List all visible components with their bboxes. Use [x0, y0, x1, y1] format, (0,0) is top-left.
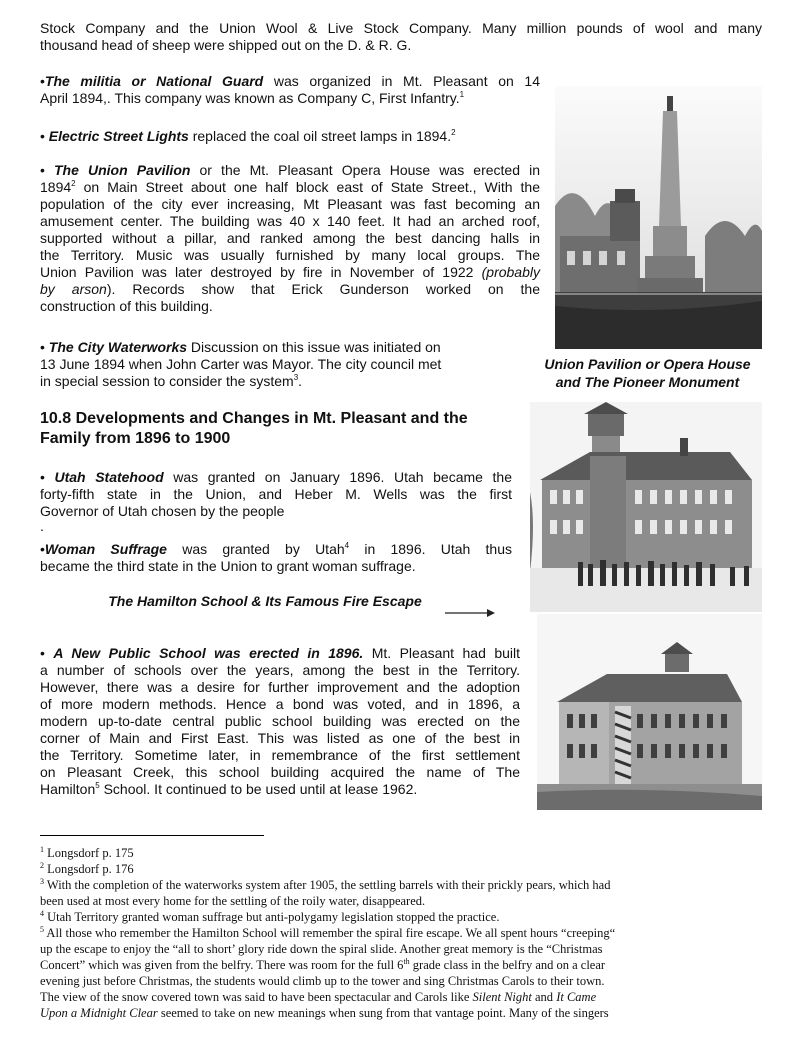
statehood-line-3: Governor of Utah chosen by the people — [40, 503, 285, 519]
footnote-ref: 3 — [293, 373, 299, 382]
footnote-ref: 1 — [459, 90, 465, 99]
pavilion-line-2: on Main Street about one half block east of State Street., With the — [75, 179, 540, 195]
bullet: • — [40, 645, 54, 661]
pavilion-paragraph — [40, 162, 540, 315]
song-title: Silent Night — [472, 990, 532, 1004]
school-photo-1 — [530, 402, 762, 612]
bullet: • — [40, 541, 45, 557]
footnote-text: With the completion of the waterworks system after 1905, the settling barrels with their prickly pears, which had — [44, 878, 611, 892]
waterworks-line-1: Discussion on this issue was initiated on — [187, 339, 441, 355]
footnote-text: and — [531, 990, 557, 1004]
school-line-3: However, there was a desire for further improvement and the adoption — [40, 679, 520, 695]
footnote-5-line-4: evening just before Christmas, the students would climb up to the tower and sing Christmas Carols to their town. — [40, 974, 605, 988]
caption-line-2: and The Pioneer Monument — [555, 374, 740, 390]
section-heading — [40, 409, 530, 449]
pavilion-line-5: supported without a pillar, and ranked among the best dancing halls in — [40, 230, 540, 246]
footnote-text: All those who remember the Hamilton School will remember the spiral fire escape. We all spent hours “creeping“ — [44, 926, 616, 940]
section-heading-line-2: Family from 1896 to 1900 — [40, 430, 231, 447]
intro-line-2: thousand head of sheep were shipped out on the D. & R. G. — [40, 37, 412, 53]
militia-line-2: April 1894,. This company was known as Company C, First Infantry. — [40, 90, 460, 106]
school-line-5: modern up-to-date central public school building was erected on the — [40, 713, 520, 729]
footnote-3-cont: been used at most every home for the settling of the roily water, disappeared. — [40, 894, 426, 908]
waterworks-line-3: in special session to consider the system — [40, 373, 294, 389]
statehood-title: Utah Statehood — [54, 469, 164, 485]
ordinal-suffix: th — [403, 957, 410, 966]
school-line-1: Mt. Pleasant had built — [363, 645, 521, 661]
militia-title: The militia or National Guard — [44, 73, 264, 89]
pavilion-line-3: population of the city ever increasing, Mt Pleasant was fast becoming an — [40, 196, 540, 212]
footnote-number: 3 — [40, 877, 44, 886]
footnote-ref: 4 — [344, 541, 350, 550]
song-title: It Came — [556, 990, 597, 1004]
pavilion-line-1: or the Mt. Pleasant Opera House was erected in — [190, 162, 540, 178]
footnote-text: The view of the snow covered town was said to have been spectacular and Carols like — [40, 990, 473, 1004]
militia-paragraph — [40, 73, 540, 107]
song-title: Upon a Midnight Clear — [40, 1006, 158, 1020]
footnote-number: 2 — [40, 861, 44, 870]
footnote-ref: 2 — [451, 128, 456, 137]
pavilion-line-8-italic: by arson — [40, 281, 107, 297]
intro-line-1: Stock Company and the Union Wool & Live Stock Company. Many million pounds of wool and many — [40, 20, 762, 36]
statehood-paragraph — [40, 469, 512, 520]
school-photo-caption: The Hamilton School & Its Famous Fire Escape — [108, 593, 422, 609]
footnote-2 — [40, 861, 765, 877]
school-line-6: corner of Main and First East. This was listed as one of the best in — [40, 730, 520, 746]
school-line-7: the Territory. Sometime later, in remembrance of the first settlement — [40, 747, 520, 763]
footnote-text: Longsdorf p. 175 — [44, 846, 134, 860]
footnote-text: seemed to take on new meanings when sung from that vantage point. Many of the singers — [157, 1006, 609, 1020]
suffrage-title: Woman Suffrage — [44, 541, 167, 557]
statehood-line-1: was granted on January 1896. Utah became the — [163, 469, 513, 485]
waterworks-line-2: 13 June 1894 when John Carter was Mayor. The city council met — [40, 356, 442, 372]
pavilion-line-7: Union Pavilion was later destroyed by fire in November of 1922 — [40, 264, 482, 280]
school-paragraph — [40, 645, 520, 798]
arrow-right-icon — [445, 606, 495, 620]
pavilion-photo-caption — [530, 355, 765, 391]
bullet: • — [40, 469, 55, 485]
footnote-5-line-5 — [40, 989, 765, 1005]
pavilion-title: The Union Pavilion — [54, 162, 191, 178]
school-image-1 — [530, 402, 762, 612]
footnote-3 — [40, 877, 765, 893]
school-line-2: a number of schools over the years, among the best in the Territory. — [40, 662, 520, 678]
stray-dot: . — [40, 518, 44, 534]
bullet: • — [40, 339, 49, 355]
footnote-text: Utah Territory granted woman suffrage but anti-polygamy legislation stopped the practice. — [44, 910, 500, 924]
school-line-8: on Pleasant Creek, this school building acquired the name of The — [40, 764, 520, 780]
footnote-divider — [40, 835, 264, 836]
suffrage-line-2: became the third state in the Union to grant woman suffrage. — [40, 558, 416, 574]
pavilion-line-9: construction of this building. — [40, 298, 213, 314]
pavilion-monument-image — [555, 86, 762, 349]
hamilton-school-image — [537, 614, 762, 810]
school-line-9b: School. It continued to be used until at lease 1962. — [99, 781, 418, 797]
footnote-5-line-3 — [40, 957, 765, 973]
statehood-line-2: forty-fifth state in the Union, and Heber M. Wells was the first — [40, 486, 512, 502]
bullet: • — [40, 73, 45, 89]
suffrage-line-1a: was granted by Utah — [166, 541, 345, 557]
pavilion-monument-photo — [555, 86, 762, 349]
lights-text: replaced the coal oil street lamps in 1894. — [188, 128, 452, 144]
footnote-4 — [40, 909, 765, 925]
footnote-5-line-2: up the escape to enjoy the “all to short’ glory ride down the spiral slide. Another great memory is the “Christmas — [40, 942, 603, 956]
school-title: A New Public School was erected in 1896. — [53, 645, 364, 661]
waterworks-title: The City Waterworks — [48, 339, 188, 355]
pavilion-line-7-italic: (probably — [481, 264, 540, 280]
caption-line-1: Union Pavilion or Opera House — [544, 356, 751, 372]
footnote-5-line-6 — [40, 1005, 765, 1021]
footnote-text: Concert” which was given from the belfry. There was room for the full 6 — [40, 958, 404, 972]
footnote-number: 1 — [40, 845, 44, 854]
militia-line-1: was organized in Mt. Pleasant on 14 — [263, 73, 541, 89]
school-line-4: of more modern methods. Hence a bond was voted, and in 1896, a — [40, 696, 520, 712]
footnote-1 — [40, 845, 765, 861]
hamilton-school-photo — [537, 614, 762, 810]
footnote-text: Longsdorf p. 176 — [44, 862, 134, 876]
section-heading-line-1: 10.8 Developments and Changes in Mt. Pleasant and the — [40, 410, 468, 427]
footnote-text: grade class in the belfry and on a clear — [409, 958, 606, 972]
lights-title: Electric Street Lights — [48, 128, 189, 144]
footnote-number: 4 — [40, 909, 44, 918]
pavilion-year: 1894 — [40, 179, 72, 195]
lights-paragraph — [40, 128, 540, 145]
period: . — [298, 373, 303, 389]
pavilion-line-4: amusement center. The building was 40 x 140 feet. It had an arched roof, — [40, 213, 540, 229]
suffrage-paragraph — [40, 541, 512, 575]
footnote-ref: 2 — [71, 179, 76, 188]
bullet: • — [40, 128, 49, 144]
footnote-ref: 5 — [95, 781, 100, 790]
footnote-5 — [40, 925, 765, 941]
suffrage-line-1b: in 1896. Utah thus — [349, 541, 513, 557]
pavilion-line-8: ). Records show that Erick Gunderson worked on the — [106, 281, 540, 297]
intro-paragraph — [40, 20, 762, 54]
pavilion-line-6: the Territory. Music was usually furnished by many local groups. The — [40, 247, 540, 263]
bullet: • — [40, 162, 54, 178]
school-line-9a: Hamilton — [40, 781, 96, 797]
waterworks-paragraph — [40, 339, 530, 390]
footnotes — [40, 845, 765, 1021]
footnote-number: 5 — [40, 925, 44, 934]
